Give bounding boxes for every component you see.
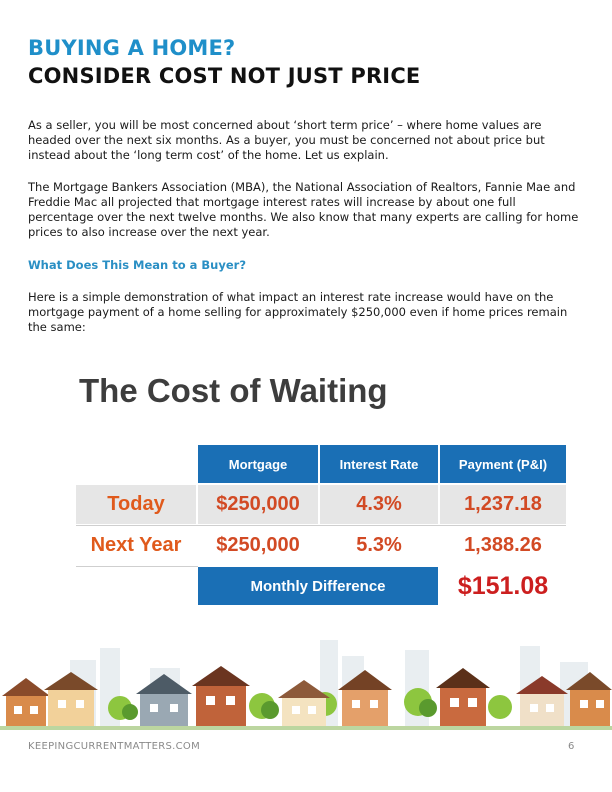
paragraph-demonstration: Here is a simple demonstration of what impact an interest rate increase would have on the mortgage payment of a home selling for approximately $250,000 even if home prices remain the same: [28, 290, 568, 334]
today-rate: 4.3% [320, 485, 438, 524]
column-header-mortgage: Mortgage [198, 445, 318, 483]
infographic-title: The Cost of Waiting [79, 372, 388, 409]
next-year-mortgage: $250,000 [198, 526, 318, 565]
paragraph-seller-vs-buyer: As a seller, you will be most concerned about ‘short term price’ – where home values are headed over the next six months. As a buyer, you must be concerned not about price but instead about the ‘long term cost’ of the home. Let us explain. [28, 118, 545, 162]
monthly-difference-value: $151.08 [440, 567, 566, 605]
row-label-today: Today [76, 485, 196, 524]
paragraph-rate-projection: The Mortgage Bankers Association (MBA), the National Association of Realtors, Fannie Mae and Freddie Mac all projected that mortgage interest rates will increase by about one full percentage over the next twelve months. We also know that many experts are calling for home prices to also increase over the next year. [28, 180, 579, 239]
footer-site: KEEPINGCURRENTMATTERS.COM [28, 741, 201, 752]
column-header-interest-rate: Interest Rate [320, 445, 438, 483]
column-header-payment: Payment (P&I) [440, 445, 566, 483]
neighborhood-illustration [0, 610, 612, 730]
subheading-buyer-meaning: What Does This Mean to a Buyer? [28, 258, 247, 272]
row-divider [76, 525, 566, 526]
row-divider [76, 566, 198, 567]
today-mortgage: $250,000 [198, 485, 318, 524]
row-label-next-year: Next Year [76, 526, 196, 565]
today-payment: 1,237.18 [440, 485, 566, 524]
page-title-line2: CONSIDER COST NOT JUST PRICE [28, 64, 421, 88]
page-number: 6 [568, 741, 575, 752]
next-year-rate: 5.3% [320, 526, 438, 565]
next-year-payment: 1,388.26 [440, 526, 566, 565]
page-title-line1: BUYING A HOME? [28, 36, 236, 60]
monthly-difference-label: Monthly Difference [198, 567, 438, 605]
cost-of-waiting-table [76, 445, 566, 605]
